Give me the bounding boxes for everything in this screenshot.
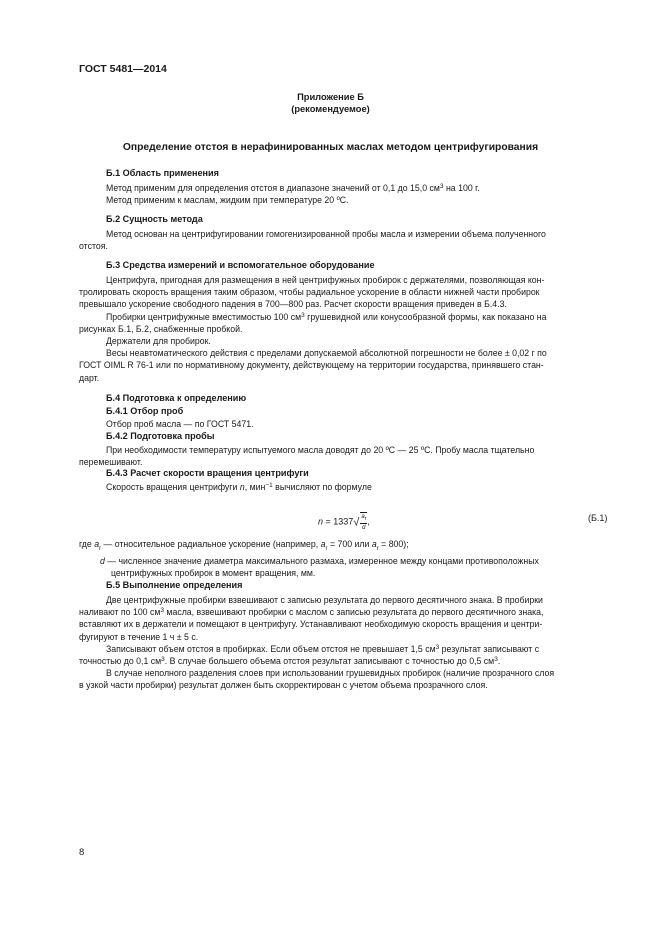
section-b4-1-text: Отбор проб масла — по ГОСТ 5471. — [106, 419, 254, 429]
formula-b1: n = 1337√ $\frac{a_r}{d}$, — [318, 514, 370, 532]
document-title: Определение отстоя в нерафинированных маслах методом центрифугирования — [122, 142, 539, 153]
section-b4-3-text: Скорость вращения центрифуги n, мин$^{-1}$ вычисляют по формуле — [106, 482, 372, 492]
appendix-label: Приложение Б — [297, 92, 364, 102]
formula-number: (Б.1) — [588, 513, 608, 523]
section-b3-text: Центрифуга, пригодная для размещения в ней центрифужных пробирок с держателями, позволяющая кон- тролировать скорость вращения таким образом, чтобы радиальное ускорение в области нижней части пробирок превышало ускорение свободного падения в 700—800 раз. Расчет скорости вращения приведен в Б.4.3. Пробирки центрифужные вместимостью 100 $см^3$ грушевидной или конусообразной формы, как показано на рисунках Б.1, Б.2, снабженные пробкой. Держатели для пробирок. Весы неавтоматического действия с пределами допускаемой абсолютной погрешности не более ± 0,02 г по ГОСТ OIML R 76-1 или по нормативному документу, действующему на территории государства, принявшего стан- дарт. — [79, 275, 547, 383]
section-b2-text: Метод основан на центрифугировании гомогенизированной пробы масла и измерении объема полученного отстоя. — [79, 229, 546, 252]
standard-header: ГОСТ 5481—2014 — [79, 63, 167, 75]
section-b5-heading: Б.5 Выполнение определения — [106, 580, 243, 590]
section-b4-heading: Б.4 Подготовка к определению — [106, 393, 247, 403]
section-b1-heading: Б.1 Область применения — [106, 168, 219, 178]
page-number: 8 — [79, 847, 85, 858]
section-b4-2-heading: Б.4.2 Подготовка пробы — [106, 431, 215, 441]
section-b4-3-heading: Б.4.3 Расчет скорости вращения центрифуги — [106, 468, 309, 478]
formula-legend: где $a_r$ — относительное радиальное ускорение (например, $a_r = 700$ или $a_r = 800$); d — численное значение диаметра максимального размаха, измеренное между концами противоположных центрифужных пробирок в момент вращения, мм. — [79, 539, 539, 579]
section-b5-text: Две центрифужные пробирки взвешивают с записью результата до первого десятичного знака. В пробирки наливают по 100 $см^3$ масла, взвешивают пробирки с маслом с записью результата до первого десятичного знака, вставляют их в держатели и помещают в центрифугу. Устанавливают необходимую скорость вращения и центри- фугируют в течение 1 ч ± 5 с. Записывают объем отстоя в пробирках. Если объем отстоя не превышает 1,5 $см^3$ результат записывают с точностью до 0,1 $см^3$. В случае большего объема отстоя результат записывают с точностью до 0,5 $см^3$. В случае неполного разделения слоев при использовании грушевидных пробирок (наличие прозрачного слоя в узкой части пробирки) результат должен быть скорректирован с учетом объема прозрачного слоя. — [79, 595, 555, 691]
section-b1-text: Метод применим для определения отстоя в диапазоне значений от 0,1 до 15,0 $см^3$ на 100 г. Метод применим к маслам, жидким при температуре 20 ºС. — [106, 183, 480, 206]
section-b4-2-text: При необходимости температуру испытуемого масла доводят до 20 ºС — 25 ºС. Пробу масла тщательно перемешивают. — [79, 445, 535, 468]
section-b4-1-heading: Б.4.1 Отбор проб — [106, 406, 184, 416]
section-b3-heading: Б.3 Средства измерений и вспомогательное оборудование — [106, 260, 375, 270]
section-b2-heading: Б.2 Сущность метода — [106, 214, 203, 224]
appendix-status: (рекомендуемое) — [291, 104, 370, 114]
